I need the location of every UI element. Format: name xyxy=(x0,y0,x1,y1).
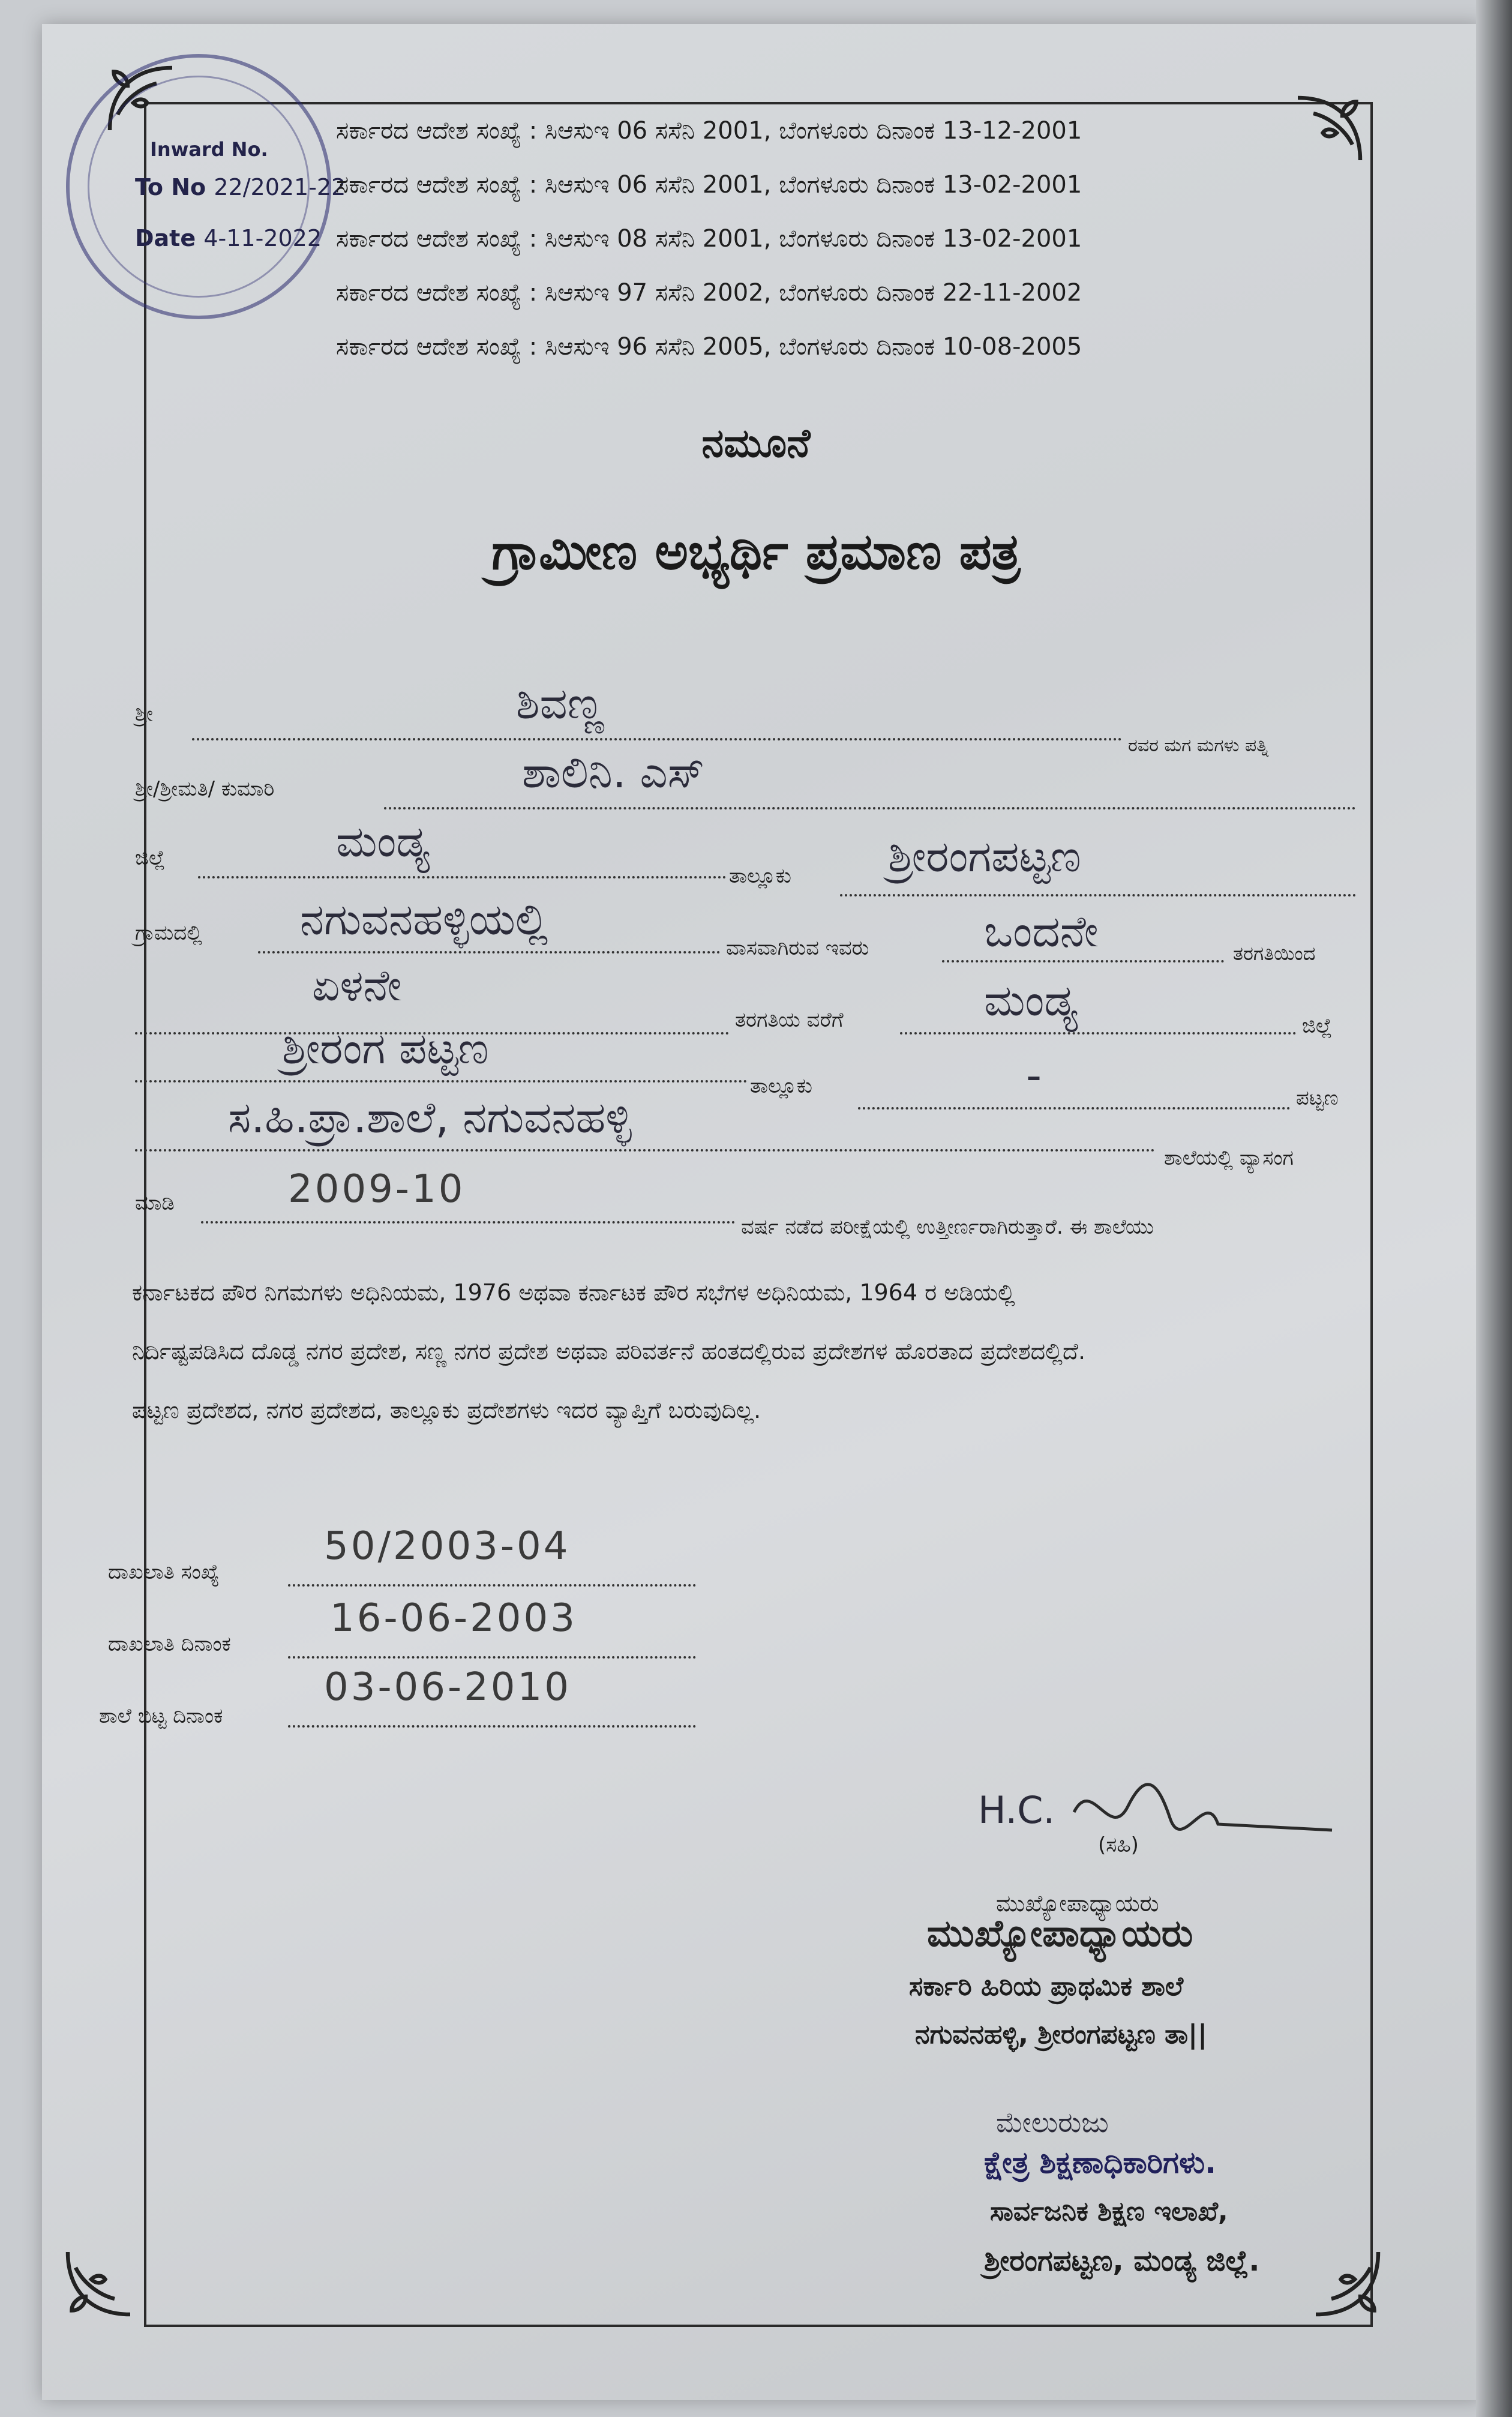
corner-ornament-icon xyxy=(1290,90,1368,168)
dotted-line xyxy=(288,1584,696,1587)
headmaster-signature: H.C. xyxy=(978,1788,1055,1832)
statement-paragraph xyxy=(132,1263,1368,1440)
admission-date-label: ದಾಖಲಾತಿ ದಿನಾಂಕ xyxy=(108,1632,231,1656)
from-class-label: ತರಗತಿಯಿಂದ xyxy=(1233,942,1316,965)
statement-line: ಕರ್ನಾಟಕದ ಪೌರ ನಿಗಮಗಳು ಅಧಿನಿಯಮ, 1976 ಅಥವಾ ಕರ್ನಾಟಕ ಪೌರ ಸಭೆಗಳ ಅಧಿನಿಯಮ, 1964 ರ ಅಡಿಯಲ್ಲಿ xyxy=(132,1279,1015,1306)
dotted-line xyxy=(201,1221,735,1224)
officer-signature: ಮೇಲುರುಜು xyxy=(996,2106,1109,2139)
admission-number-label: ದಾಖಲಾತಿ ಸಂಖ್ಯೆ xyxy=(108,1560,220,1584)
stamp-to-no: To No 22/2021-22 xyxy=(135,174,346,200)
school-taluk-dash: - xyxy=(1026,1050,1042,1100)
certificate-title: ಗ್ರಾಮೀಣ ಅಭ್ಯರ್ಥಿ ಪ್ರಮಾಣ ಪತ್ರ xyxy=(491,522,1021,581)
stamp-date-value: 4-11-2022 xyxy=(203,225,322,251)
school-district-label: ಜಿಲ್ಲೆ xyxy=(1302,1014,1333,1038)
statement-line: ಪಟ್ಟಣ ಪ್ರದೇಶದ, ನಗರ ಪ್ರದೇಶದ, ತಾಲ್ಲೂಕು ಪ್ರದೇಶಗಳು ಇದರ ವ್ಯಾಪ್ತಿಗೆ ಬರುವುದಿಲ್ಲ. xyxy=(132,1397,761,1423)
dotted-line xyxy=(942,960,1224,962)
officer-department: ಸಾರ್ವಜನಿಕ ಶಿಕ್ಷಣ ಇಲಾಖೆ, xyxy=(990,2196,1228,2227)
school-district-value: ಮಂಡ್ಯ xyxy=(984,975,1078,1025)
headmaster-printed-title: ಮುಖ್ಯೋಪಾಧ್ಯಾಯರು xyxy=(996,1890,1159,1917)
shri-label: ಶ್ರೀ xyxy=(135,702,153,726)
village-value: ನಗುವನಹಳ್ಳಿಯಲ್ಲಿ xyxy=(300,894,548,944)
form-heading: ನಮೂನೆ xyxy=(701,420,811,466)
stamp-to-no-value: 22/2021-22 xyxy=(214,174,346,200)
dotted-line xyxy=(258,951,720,953)
school-name-value: ಸ.ಹಿ.ಪ್ರಾ.ಶಾಲೆ, ನಗುವನಹಳ್ಳಿ xyxy=(228,1092,632,1142)
leaving-date-label: ಶಾಲೆ ಬಿಟ್ಟ ದಿನಾಂಕ xyxy=(99,1704,223,1728)
stamp-date: Date 4-11-2022 xyxy=(135,225,322,251)
father-name: ಶಿವಣ್ಣ xyxy=(516,678,604,728)
did-label: ಮಾಡಿ xyxy=(135,1191,175,1215)
to-class-label: ತರಗತಿಯ ವರೆಗೆ xyxy=(735,1008,844,1032)
leaving-date-value: 03-06-2010 xyxy=(324,1665,571,1710)
dotted-line xyxy=(135,1149,1155,1151)
exam-year: 2009-10 xyxy=(288,1167,466,1212)
corner-ornament-icon xyxy=(60,2244,138,2322)
passed-label: ವರ್ಷ ನಡೆದ ಪರೀಕ್ಷೆಯಲ್ಲಿ ಉತ್ತೀರ್ಣರಾಗಿರುತ್ತಾರೆ. ಈ ಶಾಲೆಯು xyxy=(741,1215,1154,1239)
name-label: ಶ್ರೀ/ಶ್ರೀಮತಿ/ ಕುಮಾರಿ xyxy=(135,777,275,801)
taluk-value: ಶ್ರೀರಂಗಪಟ್ಟಣ xyxy=(888,831,1081,881)
government-order-line: ಸರ್ಕಾರದ ಆದೇಶ ಸಂಖ್ಯೆ : ಸಿಆಸುಇ 08 ಸಸೆನಿ 2001, ಬೆಂಗಳೂರು ದಿನಾಂಕ 13-02-2001 xyxy=(336,225,1082,253)
government-order-line: ಸರ್ಕಾರದ ಆದೇಶ ಸಂಖ್ಯೆ : ಸಿಆಸುಇ 97 ಸಸೆನಿ 2002, ಬೆಂಗಳೂರು ದಿನಾಂಕ 22-11-2002 xyxy=(336,279,1082,307)
relation-label: ರವರ ಮಗ ಮಗಳು ಪತ್ನಿ xyxy=(1128,735,1269,756)
dotted-line xyxy=(900,1032,1296,1034)
government-order-line: ಸರ್ಕಾರದ ಆದೇಶ ಸಂಖ್ಯೆ : ಸಿಆಸುಇ 06 ಸಸೆನಿ 2001, ಬೆಂಗಳೂರು ದಿನಾಂಕ 13-02-2001 xyxy=(336,171,1082,199)
candidate-name: ಶಾಲಿನಿ. ಎಸ್ xyxy=(522,747,705,797)
officer-place: ಶ್ರೀರಂಗಪಟ್ಟಣ, ಮಂಡ್ಯ ಜಿಲ್ಲೆ. xyxy=(984,2244,1260,2278)
dotted-line xyxy=(288,1725,696,1728)
page-edge xyxy=(1476,0,1512,2417)
town-label: ಪಟ್ಟಣ xyxy=(1296,1086,1339,1110)
school-taluk-value: ಶ್ರೀರಂಗ ಪಟ್ಟಣ xyxy=(282,1023,489,1073)
dotted-line xyxy=(198,876,726,878)
dotted-line xyxy=(384,807,1356,809)
admission-date-value: 16-06-2003 xyxy=(330,1596,577,1641)
government-order-line: ಸರ್ಕಾರದ ಆದೇಶ ಸಂಖ್ಯೆ : ಸಿಆಸುಇ 06 ಸಸೆನಿ 2001, ಬೆಂಗಳೂರು ದಿನಾಂಕ 13-12-2001 xyxy=(336,117,1082,145)
stamp-inward-label: Inward No. xyxy=(150,138,268,161)
signature-tag: (ಸಹಿ) xyxy=(1098,1833,1139,1857)
to-class-value: ಏಳನೇ xyxy=(312,960,402,1010)
school-label: ಶಾಲೆಯಲ್ಲಿ ವ್ಯಾಸಂಗ xyxy=(1164,1146,1294,1170)
village-label: ಗ್ರಾಮದಲ್ಲಿ xyxy=(135,921,202,945)
school-stamp-place: ನಗುವನಹಳ್ಳಿ, ಶ್ರೀರಂಗಪಟ್ಟಣ ತಾ|| xyxy=(915,2019,1208,2050)
from-class-value: ಒಂದನೇ xyxy=(984,906,1099,956)
dotted-line xyxy=(858,1107,1290,1109)
government-order-line: ಸರ್ಕಾರದ ಆದೇಶ ಸಂಖ್ಯೆ : ಸಿಆಸುಇ 96 ಸಸೆನಿ 2005, ಬೆಂಗಳೂರು ದಿನಾಂಕ 10-08-2005 xyxy=(336,333,1082,361)
taluk-label: ತಾಲ್ಲೂಕು xyxy=(729,864,791,888)
dotted-line xyxy=(135,1080,747,1082)
admission-number-value: 50/2003-04 xyxy=(324,1524,571,1569)
school-taluk-label: ತಾಲ್ಲೂಕು xyxy=(750,1074,812,1098)
corner-ornament-icon xyxy=(1308,2244,1386,2322)
dotted-line xyxy=(840,894,1356,896)
dotted-line xyxy=(288,1656,696,1659)
dotted-line xyxy=(192,738,1122,740)
school-stamp-name: ಸರ್ಕಾರಿ ಹಿರಿಯ ಪ್ರಾಥಮಿಕ ಶಾಲೆ xyxy=(909,1971,1184,2002)
headmaster-stamp-title: ಮುಖ್ಯೋಪಾಧ್ಯಾಯರು xyxy=(927,1911,1193,1955)
officer-title: ಕ್ಷೇತ್ರ ಶಿಕ್ಷಣಾಧಿಕಾರಿಗಳು. xyxy=(984,2145,1217,2180)
district-value: ಮಂಡ್ಯ xyxy=(336,816,430,866)
statement-line: ನಿರ್ದಿಷ್ಟಪಡಿಸಿದ ದೊಡ್ಡ ನಗರ ಪ್ರದೇಶ, ಸಣ್ಣ ನಗರ ಪ್ರದೇಶ ಅಥವಾ ಪರಿವರ್ತನೆ ಹಂತದಲ್ಲಿರುವ ಪ್ರದೇಶಗಳ ಹೊರತಾದ ಪ್ರದೇಶದಲ್ಲಿದೆ. xyxy=(132,1338,1086,1365)
residing-label: ವಾಸವಾಗಿರುವ ಇವರು xyxy=(726,936,869,960)
district-label: ಜಿಲ್ಲೆ xyxy=(135,846,166,870)
